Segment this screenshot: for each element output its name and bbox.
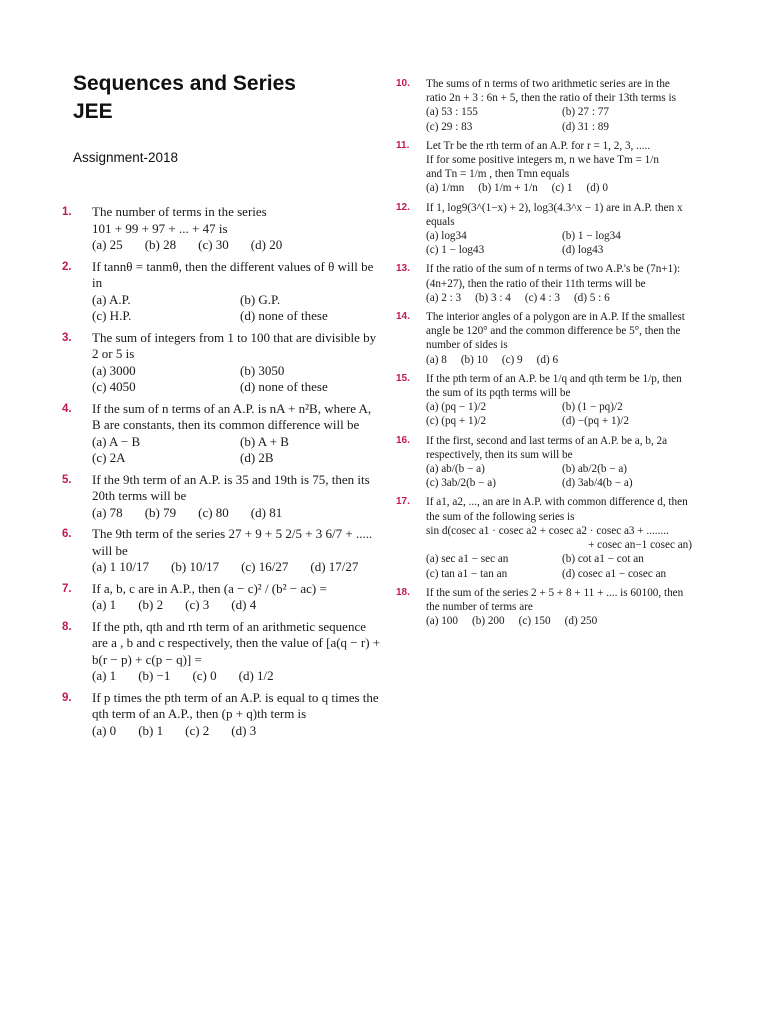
answer-option: (c) 80 — [198, 504, 229, 520]
question-text: If the first, second and last terms of an A.P. be a, b, 2a respectively, then its sum will be — [426, 434, 668, 461]
answer-options — [92, 559, 382, 576]
question-text: The number of terms in the series — [92, 204, 267, 219]
answer-options — [92, 292, 382, 325]
answer-option: (b) 2 — [138, 597, 164, 612]
question-12 — [396, 201, 692, 258]
answer-options — [92, 363, 382, 396]
answer-option: (b) 79 — [144, 504, 177, 520]
question-text: If tannθ = tanmθ, then the different values of θ will be in — [92, 258, 374, 290]
question-text: The 9th term of the series 27 + 9 + 5 2/5 + 3 6/7 + ..... — [92, 526, 373, 541]
document-title — [73, 70, 296, 126]
question-9 — [62, 690, 382, 740]
question-3 — [62, 330, 382, 396]
answer-option: (c) 0 — [192, 668, 217, 683]
question-number: 7. — [62, 582, 72, 595]
answer-option: (a) A.P. — [92, 291, 131, 307]
answer-option: (d) 4 — [231, 597, 257, 612]
answer-option: (d) 31 : 89 — [562, 120, 609, 133]
answer-option: (b) 10/17 — [171, 559, 220, 574]
answer-option: (c) 150 — [518, 615, 551, 628]
question-number: 6. — [62, 528, 72, 540]
answer-option: (c) 1 − log43 — [426, 244, 485, 257]
question-number: 10. — [396, 78, 410, 89]
question-number: 14. — [396, 311, 410, 323]
answer-option: (a) 78 — [92, 504, 123, 520]
answer-option: (d) 81 — [250, 504, 283, 520]
question-14 — [396, 310, 692, 367]
question-text: If the sum of n terms of an A.P. is nA + n²B, where A, B are constants, then its common difference will be — [92, 400, 372, 432]
question-text: If for some positive integers m, n we have Tm = 1/n — [426, 154, 659, 167]
answer-option: (d) 5 : 6 — [573, 291, 610, 304]
question-11 — [396, 139, 692, 196]
answer-option: (a) 8 — [426, 353, 447, 366]
question-1 — [62, 204, 382, 254]
answer-option: (c) tan a1 − tan an — [426, 567, 508, 580]
question-13 — [396, 262, 692, 305]
question-8 — [62, 619, 382, 685]
answer-option: (c) H.P. — [92, 308, 132, 323]
question-number: 16. — [396, 434, 410, 446]
answer-options — [426, 181, 692, 195]
answer-option: (d) none of these — [240, 308, 328, 323]
question-text: If a1, a2, ..., an are in A.P. with common difference d, then the sum of the following series is — [426, 496, 688, 523]
answer-option: (b) 3050 — [240, 362, 285, 378]
question-text: If the sum of the series 2 + 5 + 8 + 11 + .... is 60100, then the number of terms are — [426, 586, 684, 613]
answer-options — [92, 237, 382, 254]
answer-options — [92, 723, 382, 740]
answer-option: (c) 3 — [185, 597, 210, 612]
answer-option: (b) (1 − pq)/2 — [562, 401, 623, 414]
answer-option: (b) −1 — [138, 668, 171, 683]
answer-option: (a) (pq − 1)/2 — [426, 401, 487, 414]
answer-options — [426, 291, 692, 305]
question-number: 5. — [62, 473, 72, 486]
answer-option: (a) 3000 — [92, 362, 136, 378]
answer-options — [426, 614, 692, 628]
answer-options — [426, 552, 692, 580]
question-text: If p times the pth term of an A.P. is equal to q times the qth term of an A.P., then (p + q)th term is — [92, 689, 379, 721]
question-text: If a, b, c are in A.P., then (a − c)² / (b² − ac) = — [92, 580, 327, 596]
answer-option: (c) (pq + 1)/2 — [426, 415, 487, 428]
answer-option: (d) log43 — [562, 244, 604, 257]
question-text: 101 + 99 + 97 + ... + 47 is — [92, 220, 228, 236]
question-text: The sum of integers from 1 to 100 that are divisible by 2 or 5 is — [92, 329, 377, 361]
answer-option: (b) ab/2(b − a) — [562, 463, 628, 476]
answer-option: (c) 2 — [185, 722, 210, 738]
answer-option: (c) 4050 — [92, 379, 136, 394]
question-number: 18. — [396, 586, 410, 598]
answer-option: (a) 25 — [92, 237, 123, 252]
answer-option: (d) 250 — [564, 615, 598, 628]
answer-option: (d) 3 — [231, 722, 257, 738]
question-number: 12. — [396, 201, 410, 213]
answer-options — [92, 434, 382, 467]
answer-option: (b) G.P. — [240, 291, 281, 307]
answer-option: (a) 1 — [92, 668, 117, 683]
answer-options — [426, 400, 692, 428]
answer-option: (b) 28 — [144, 237, 177, 252]
answer-options — [92, 505, 382, 522]
question-6 — [62, 526, 382, 576]
question-text: will be — [92, 542, 128, 558]
question-number: 2. — [62, 260, 72, 273]
answer-option: (c) 2A — [92, 450, 126, 465]
question-5 — [62, 472, 382, 522]
answer-option: (a) 2 : 3 — [426, 291, 462, 304]
question-7 — [62, 581, 382, 614]
answer-option: (a) 1 — [92, 597, 117, 612]
answer-option: (d) 0 — [586, 182, 608, 195]
question-text: If the 9th term of an A.P. is 35 and 19th is 75, then its 20th terms will be — [92, 471, 370, 503]
answer-option: (c) 9 — [501, 353, 523, 366]
answer-option: (a) 1/mn — [426, 182, 465, 195]
question-number: 13. — [396, 263, 410, 275]
answer-option: (d) 2B — [240, 450, 274, 465]
answer-option: (b) 200 — [472, 615, 505, 628]
answer-option: (a) log34 — [426, 230, 467, 243]
answer-option: (a) A − B — [92, 433, 141, 449]
answer-option: (a) ab/(b − a) — [426, 463, 485, 476]
assignment-label: Assignment-2018 — [73, 150, 179, 165]
question-text: If the pth, qth and rth term of an arithmetic sequence are a , b and c respectively, then the value of [a(q − r) + b(r − p) + c(p − q)] = — [92, 618, 381, 667]
question-10 — [396, 77, 692, 134]
question-text: If the ratio of the sum of n terms of two A.P.'s be (7n+1):(4n+27), then the ratio of their 11th terms will be — [426, 263, 681, 290]
answer-option: (a) sec a1 − sec an — [426, 553, 509, 566]
answer-option: (d) none of these — [240, 379, 328, 394]
question-2 — [62, 259, 382, 325]
answer-option: (d) 6 — [536, 353, 559, 366]
answer-option: (c) 30 — [198, 237, 229, 252]
answer-option: (d) 1/2 — [238, 668, 274, 683]
title-line-2: JEE — [73, 100, 113, 123]
question-text: The interior angles of a polygon are in A.P. If the smallest angle be 120° and the common difference be 5°, then the number of sides is — [426, 311, 685, 352]
question-number: 1. — [62, 206, 72, 218]
question-text: If the pth term of an A.P. be 1/q and qth term be 1/p, then the sum of its pqth terms will be — [426, 372, 682, 400]
answer-option: (d) 3ab/4(b − a) — [562, 477, 633, 490]
right-column — [396, 77, 692, 633]
answer-option: (a) 1 10/17 — [92, 559, 150, 574]
question-text: sin d(cosec a1 · cosec a2 + cosec a2 · cosec a3 + ........ — [426, 524, 669, 537]
question-17 — [396, 495, 692, 580]
answer-option: (c) 29 : 83 — [426, 120, 473, 133]
answer-option: (c) 16/27 — [241, 559, 289, 574]
answer-option: (b) 1 − log34 — [562, 230, 621, 243]
answer-option: (b) 1 — [138, 722, 164, 738]
answer-option: (a) 53 : 155 — [426, 106, 478, 119]
left-column — [62, 204, 382, 744]
answer-options — [92, 597, 382, 614]
answer-option: (b) cot a1 − cot an — [562, 553, 644, 566]
question-text: If 1, log9(3^(1−x) + 2), log3(4.3^x − 1) are in A.P. then x equals — [426, 201, 683, 228]
answer-option: (c) 3ab/2(b − a) — [426, 477, 496, 490]
answer-option: (c) 4 : 3 — [524, 291, 560, 304]
question-number: 8. — [62, 620, 72, 633]
answer-options — [426, 229, 692, 257]
question-16 — [396, 434, 692, 491]
answer-option: (d) 20 — [250, 237, 283, 252]
answer-option: (d) −(pq + 1)/2 — [562, 415, 629, 428]
question-number: 11. — [396, 139, 410, 151]
answer-option: (a) 0 — [92, 722, 117, 738]
question-number: 15. — [396, 372, 410, 384]
answer-options — [92, 668, 382, 685]
answer-options — [426, 105, 692, 133]
answer-option: (a) 100 — [426, 615, 458, 628]
answer-options — [426, 353, 692, 367]
question-text: and Tn = 1/m , then Tmn equals — [426, 168, 570, 181]
question-15 — [396, 372, 692, 429]
answer-options — [426, 462, 692, 490]
question-4 — [62, 401, 382, 467]
question-number: 17. — [396, 496, 410, 508]
answer-option: (b) 1/m + 1/n — [478, 182, 538, 195]
question-text: The sums of n terms of two arithmetic series are in the ratio 2n + 3 : 6n + 5, then the ratio of their 13th terms is — [426, 78, 676, 105]
answer-option: (b) 10 — [460, 353, 488, 366]
answer-option: (b) A + B — [240, 433, 289, 449]
answer-option: (d) cosec a1 − cosec an — [562, 567, 667, 580]
answer-option: (c) 1 — [551, 182, 573, 195]
question-text: + cosec an−1 cosec an) — [588, 539, 692, 552]
question-18 — [396, 586, 692, 629]
question-number: 9. — [62, 691, 72, 704]
question-text: Let Tr be the rth term of an A.P. for r = 1, 2, 3, ..... — [426, 139, 651, 152]
answer-option: (b) 27 : 77 — [562, 106, 609, 119]
title-line-1: Sequences and Series — [73, 72, 296, 95]
question-number: 4. — [62, 402, 72, 415]
answer-option: (b) 3 : 4 — [475, 291, 511, 304]
question-number: 3. — [62, 331, 72, 344]
answer-option: (d) 17/27 — [310, 559, 359, 574]
